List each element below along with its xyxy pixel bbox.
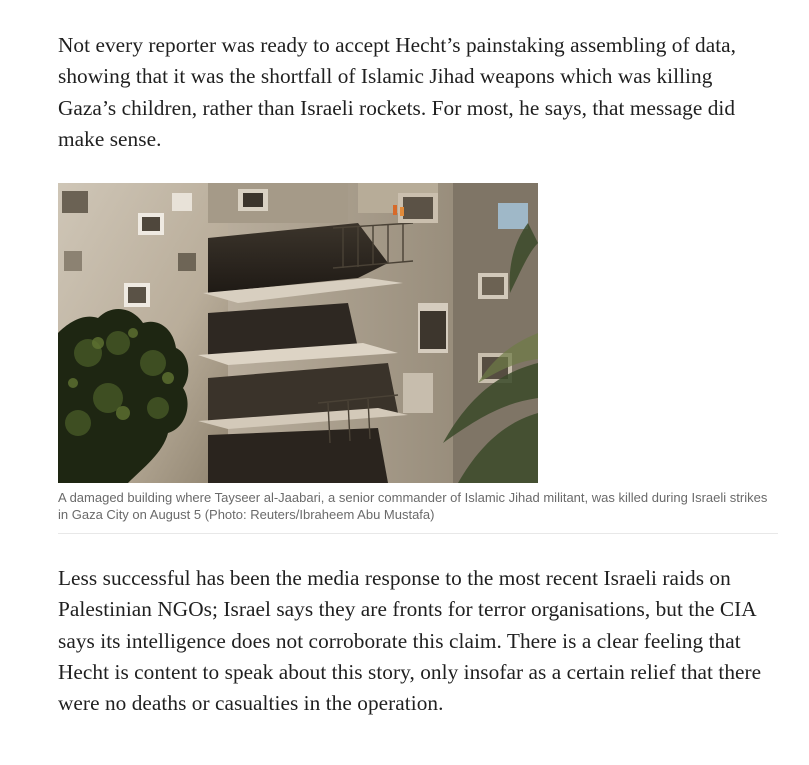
figure-caption: A damaged building where Tayseer al-Jaabari, a senior commander of Islamic Jihad militant, was killed during Israeli strikes in Gaza City on August 5 (Photo: Reuters/Ibraheem Abu Mustafa) — [58, 490, 768, 522]
article-paragraph: Less successful has been the media response to the most recent Israeli raids on Palestinian NGOs; Israel says they are fronts for terror organisations, but the CIA says its intelligence does not corroborate this claim. There is a clear feeling that Hecht is content to speak about this story, only insofar as a certain relief that there were no deaths or casualties in the operation. — [58, 566, 762, 716]
article-paragraph: Not every reporter was ready to accept Hecht’s painstaking assembling of data, showing that it was the shortfall of Islamic Jihad weapons which was killing Gaza’s children, rather than Israeli rockets. For most, he says, that message did make sense. — [58, 33, 737, 151]
article-body — [58, 30, 788, 720]
article-figure — [58, 183, 778, 534]
damaged-building-photo — [58, 183, 538, 483]
